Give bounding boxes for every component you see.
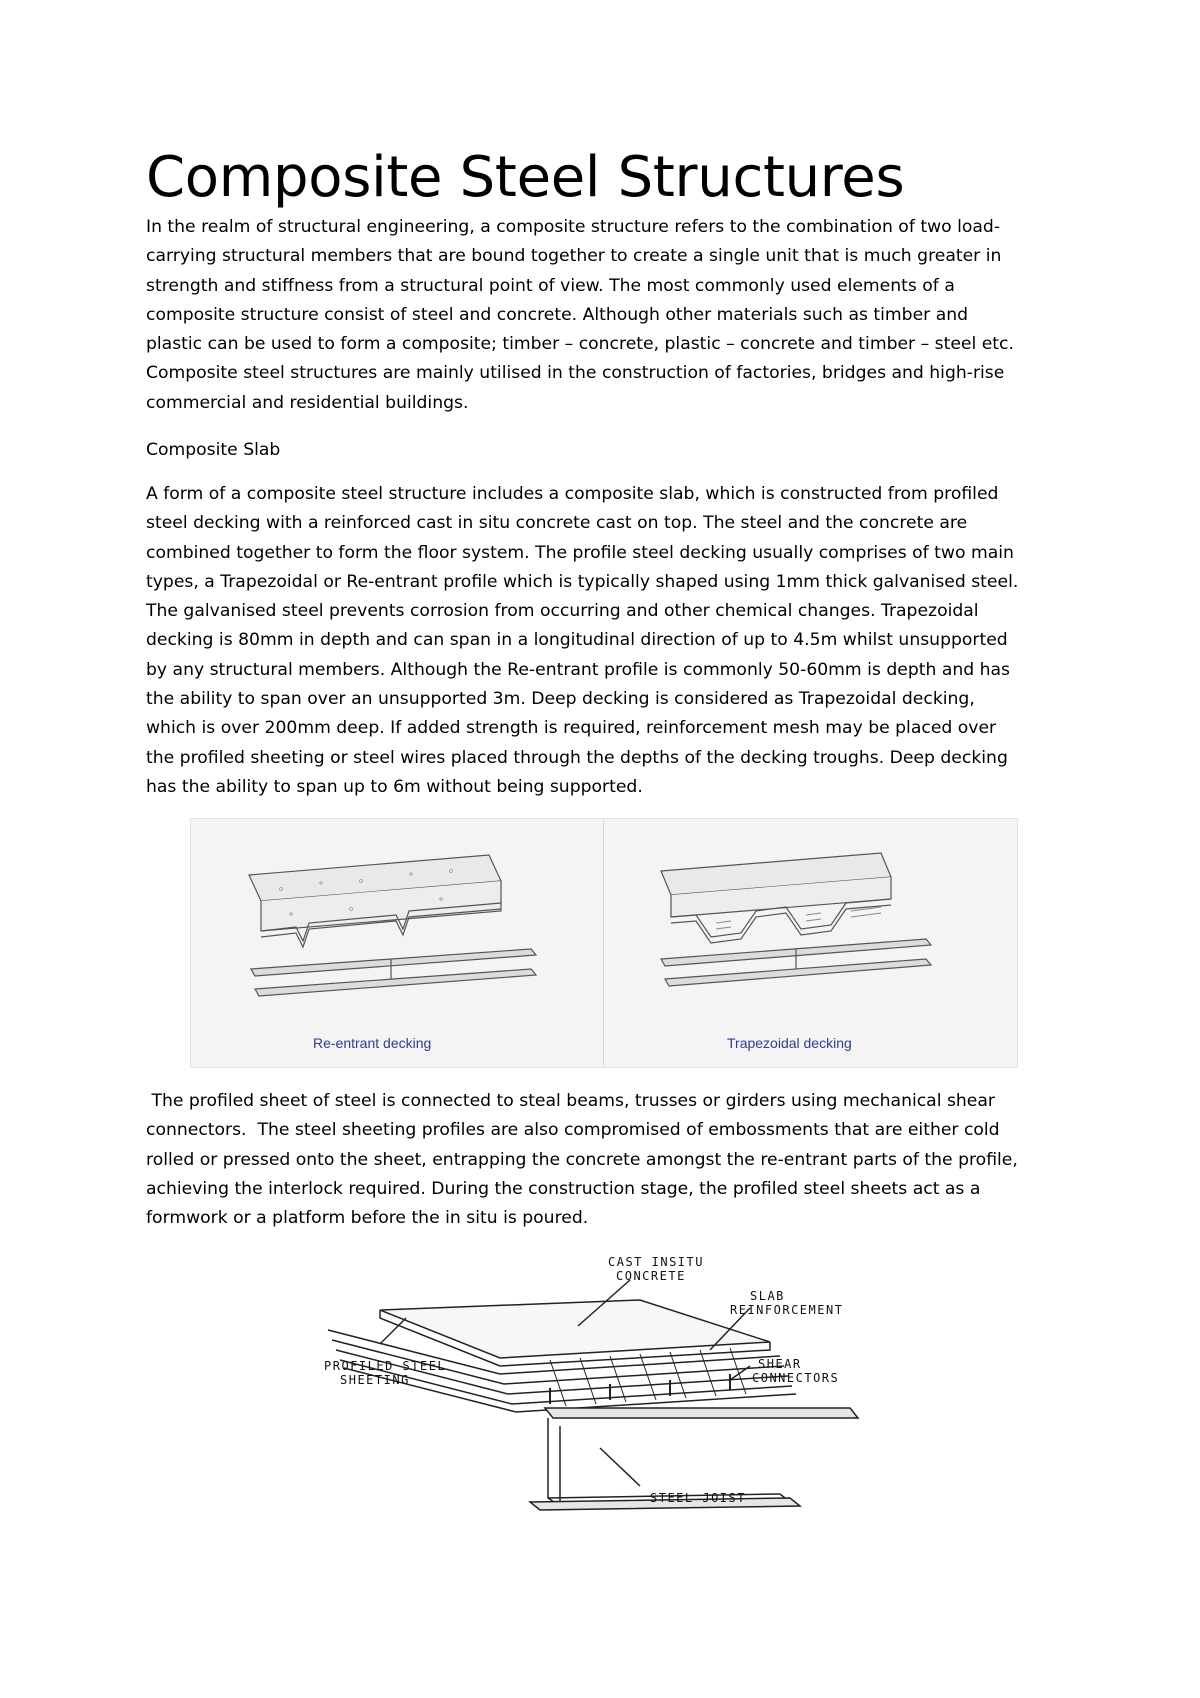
text-line: decking is 80mm in depth and can span in a longitudinal direction of up to 4.5m whilst unsupported bbox=[146, 630, 1008, 651]
re-entrant-caption: Re-entrant decking bbox=[313, 1035, 432, 1051]
text-line: commercial and residential buildings. bbox=[146, 392, 469, 413]
text-line: steel decking with a reinforced cast in situ concrete cast on top. The steel and the concrete are bbox=[146, 513, 968, 534]
text-line: composite structure consist of steel and concrete. Although other materials such as timber and bbox=[146, 304, 969, 325]
label-profiled-steel: PROFILED STEEL bbox=[324, 1359, 447, 1373]
label-concrete: CONCRETE bbox=[616, 1269, 686, 1283]
intro-paragraph bbox=[146, 213, 1014, 418]
label-slab: SLAB bbox=[750, 1289, 785, 1303]
slab-paragraph bbox=[146, 480, 1018, 802]
text-line: In the realm of structural engineering, a composite structure refers to the combination of two load- bbox=[146, 217, 1001, 237]
decking-illustration bbox=[191, 819, 1019, 1069]
label-connectors: CONNECTORS bbox=[752, 1371, 840, 1385]
text-line: carrying structural members that are bound together to create a single unit that is much greater in bbox=[146, 246, 1002, 267]
composite-slab-figure bbox=[310, 1248, 910, 1520]
text-line: A form of a composite steel structure includes a composite slab, which is constructed from profiled bbox=[146, 484, 999, 504]
figure-divider bbox=[603, 819, 604, 1067]
composite-slab-illustration bbox=[310, 1248, 910, 1520]
text-line: Composite steel structures are mainly utilised in the construction of factories, bridges and high-rise bbox=[146, 363, 1005, 384]
text-line: the ability to span over an unsupported 3m. Deep decking is considered as Trapezoidal decking, bbox=[146, 689, 975, 710]
text-line: by any structural members. Although the Re-entrant profile is commonly 50-60mm is depth and has bbox=[146, 659, 1010, 680]
label-cast-insitu: CAST INSITU bbox=[608, 1255, 704, 1269]
label-sheeting: SHEETING bbox=[340, 1373, 410, 1387]
text-line: which is over 200mm deep. If added strength is required, reinforcement mesh may be placed over bbox=[146, 718, 997, 739]
re-entrant-decking-drawing bbox=[249, 855, 536, 996]
label-reinforcement: REINFORCEMENT bbox=[730, 1303, 844, 1317]
trapezoidal-decking-drawing bbox=[661, 853, 931, 986]
text-line: the profiled sheeting or steel wires placed through the depths of the decking troughs. Deep decking bbox=[146, 747, 1008, 768]
text-line: has the ability to span up to 6m without being supported. bbox=[146, 776, 643, 797]
text-line: rolled or pressed onto the sheet, entrapping the concrete amongst the re-entrant parts of the profile, bbox=[146, 1149, 1018, 1170]
text-line: types, a Trapezoidal or Re-entrant profile which is typically shaped using 1mm thick galvanised steel. bbox=[146, 571, 1019, 592]
label-steel-joist: STEEL JOIST bbox=[650, 1491, 746, 1505]
decking-figure bbox=[190, 818, 1018, 1068]
text-line: strength and stiffness from a structural point of view. The most commonly used elements of a bbox=[146, 275, 955, 296]
text-line: The galvanised steel prevents corrosion from occurring and other chemical changes. Trapezoidal bbox=[146, 601, 979, 622]
section-heading: Composite Slab bbox=[146, 440, 281, 460]
text-line: connectors. The steel sheeting profiles are also compromised of embossments that are either cold bbox=[146, 1120, 1000, 1141]
trapezoidal-caption: Trapezoidal decking bbox=[727, 1035, 852, 1051]
label-shear: SHEAR bbox=[758, 1357, 802, 1371]
connectors-paragraph bbox=[146, 1087, 1018, 1233]
text-line: The profiled sheet of steel is connected to steal beams, trusses or girders using mechanical shear bbox=[146, 1091, 995, 1111]
text-line: achieving the interlock required. During the construction stage, the profiled steel sheets act as a bbox=[146, 1178, 981, 1199]
slab-labels bbox=[324, 1255, 843, 1505]
text-line: combined together to form the floor system. The profile steel decking usually comprises of two main bbox=[146, 542, 1014, 563]
page-title: Composite Steel Structures bbox=[146, 145, 905, 210]
text-line: plastic can be used to form a composite; timber – concrete, plastic – concrete and timber – steel etc. bbox=[146, 334, 1014, 355]
text-line: formwork or a platform before the in situ is poured. bbox=[146, 1208, 589, 1229]
